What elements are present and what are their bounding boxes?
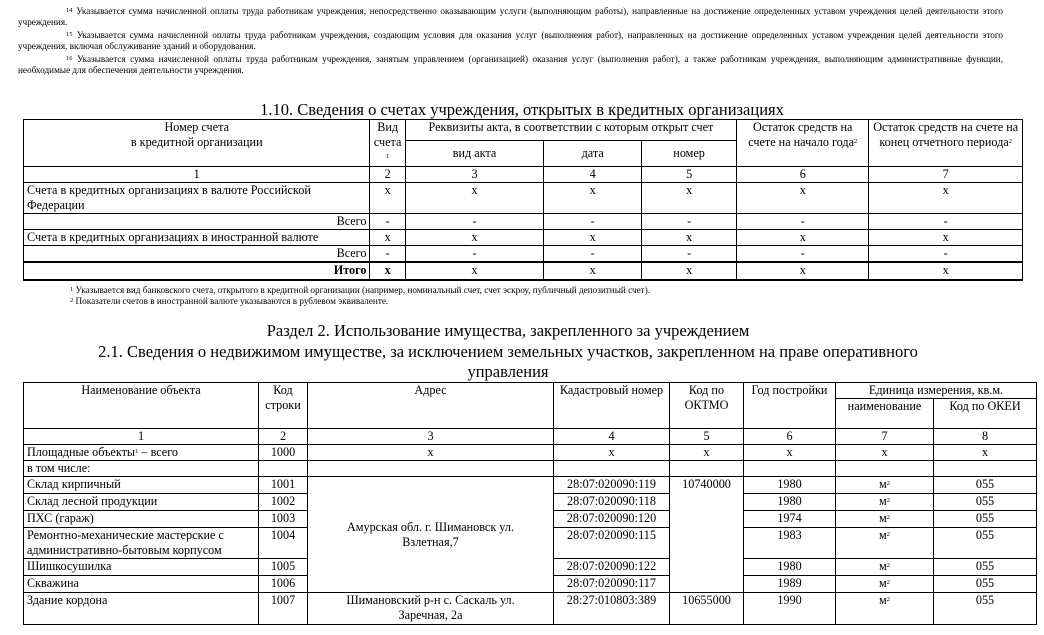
cadastral-number: 28:07:020090:122 — [554, 559, 670, 576]
column-numbers-row — [24, 429, 1037, 445]
okei-code: 055 — [934, 528, 1037, 559]
table-cell: x — [836, 445, 934, 461]
cadastral-number: 28:27:010803:389 — [554, 593, 670, 625]
table-footnote-2: $^2$ Показатели счетов в иностранной валюте указываются в рублевом эквиваленте. — [70, 296, 389, 306]
header-address: Адрес — [308, 383, 554, 429]
table-cell: x — [544, 230, 642, 246]
column-number: 1 — [24, 429, 259, 445]
table-cell: x — [670, 445, 744, 461]
header-act-details: Реквизиты акта, в соответствии с которым открыт счет — [405, 120, 736, 141]
table-cell: - — [370, 214, 405, 230]
header-oktmo: Код по ОКТМО — [670, 383, 744, 429]
accounts-table — [23, 119, 1023, 281]
okei-code: 055 — [934, 511, 1037, 528]
row-code: 1007 — [259, 593, 308, 625]
table-cell: x — [737, 183, 869, 214]
row-label: Всего — [24, 246, 370, 263]
column-number: 4 — [554, 429, 670, 445]
column-number: 8 — [934, 429, 1037, 445]
table-cell: - — [737, 246, 869, 263]
object-name: Скважина — [24, 576, 259, 593]
section-2-1-title: 2.1. Сведения о недвижимом имуществе, за исключением земельных участков, закрепленном на праве оперативного — [98, 342, 918, 361]
footnote-text: Указывается сумма начисленной оплаты труда работникам учреждения, занятым управлением (организацией) оказания услуг (выполнения работ), а также работникам учреждения, выполняющим административные функции, необходимые для обеспечения деятельности учреждения. — [18, 54, 1003, 75]
oktmo-cell: 10655000 — [670, 593, 744, 625]
table-row — [24, 214, 1023, 230]
table-cell: - — [642, 246, 737, 263]
address-cell: Амурская обл. г. Шимановск ул. Взлетная,7 — [308, 477, 554, 593]
header-year: Год постройки — [744, 383, 836, 429]
table-cell: x — [869, 183, 1023, 214]
column-numbers-row — [24, 167, 1023, 183]
unit-name: $м^2$ — [836, 559, 934, 576]
object-name: Склад лесной продукции — [24, 494, 259, 511]
header-unit-okei: Код по ОКЕИ — [934, 399, 1037, 429]
unit-name: $м^2$ — [836, 494, 934, 511]
unit-name: $м^2$ — [836, 528, 934, 559]
year-built: 1989 — [744, 576, 836, 593]
row-code: 1000 — [259, 445, 308, 461]
row-label: Итого — [24, 262, 370, 280]
table-cell: x — [642, 230, 737, 246]
okei-code: 055 — [934, 494, 1037, 511]
footnote-number: 16 — [66, 55, 73, 62]
column-number: 2 — [370, 167, 405, 183]
header-unit-name: наименование — [836, 399, 934, 429]
table-cell: x — [370, 230, 405, 246]
unit-name: $м^2$ — [836, 511, 934, 528]
table-row-including — [24, 461, 1037, 477]
column-number: 5 — [670, 429, 744, 445]
year-built: 1980 — [744, 494, 836, 511]
address-cell: Шимановский р-н с. Саскаль ул. Заречная, 2а — [308, 593, 554, 625]
cadastral-number: 28:07:020090:118 — [554, 494, 670, 511]
year-built: 1980 — [744, 477, 836, 494]
section-2-1-title-cont: управления — [467, 362, 549, 381]
column-number: 4 — [544, 167, 642, 183]
column-number: 1 — [24, 167, 370, 183]
column-number: 7 — [869, 167, 1023, 183]
row-label: Счета в кредитных организациях в валюте Российской Федерации — [24, 183, 370, 214]
header-act-date: дата — [544, 141, 642, 167]
table-row — [24, 593, 1037, 625]
table-cell: x — [554, 445, 670, 461]
table-cell: - — [869, 246, 1023, 263]
section-2-title: Раздел 2. Использование имущества, закрепленного за учреждением — [266, 321, 750, 340]
table-row-total — [24, 262, 1023, 280]
okei-code: 055 — [934, 559, 1037, 576]
row-label: Счета в кредитных организациях в иностранной валюте — [24, 230, 370, 246]
table-cell: x — [869, 230, 1023, 246]
cadastral-number: 28:07:020090:117 — [554, 576, 670, 593]
okei-code: 055 — [934, 593, 1037, 625]
row-label: Всего — [24, 214, 370, 230]
object-name: Шишкосушилка — [24, 559, 259, 576]
table-cell: x — [737, 262, 869, 280]
footnote-16 — [18, 54, 1003, 76]
footnote-text: Указывается сумма начисленной оплаты труда работникам учреждения, непосредственно оказывающим услуги (выполняющим работы), направленные на достижение определенных уставом учреждения целей деятельности этого учреждения. — [18, 6, 1003, 27]
header-account-type: Вид счета $^1$ — [370, 120, 405, 167]
table-cell: - — [544, 246, 642, 263]
row-code: 1001 — [259, 477, 308, 494]
header-act-type: вид акта — [405, 141, 543, 167]
table-cell: - — [405, 246, 543, 263]
cadastral-number: 28:07:020090:115 — [554, 528, 670, 559]
column-number: 5 — [642, 167, 737, 183]
table-cell: x — [642, 183, 737, 214]
table-cell: x — [869, 262, 1023, 280]
row-code: 1005 — [259, 559, 308, 576]
table-row — [24, 183, 1023, 214]
table-cell: x — [544, 262, 642, 280]
table-cell: x — [405, 262, 543, 280]
table-cell: x — [370, 262, 405, 280]
oktmo-cell: 10740000 — [670, 477, 744, 593]
table-cell: x — [737, 230, 869, 246]
section-1-10-title: 1.10. Сведения о счетах учреждения, открытых в кредитных организациях — [260, 100, 784, 119]
table-cell: - — [544, 214, 642, 230]
table-row-total — [24, 445, 1037, 461]
table-cell: - — [869, 214, 1023, 230]
unit-name: $м^2$ — [836, 593, 934, 625]
row-label: Площадные объекты$^1$ – всего — [24, 445, 259, 461]
header-object-name: Наименование объекта — [24, 383, 259, 429]
cadastral-number: 28:07:020090:119 — [554, 477, 670, 494]
table-cell: x — [405, 230, 543, 246]
table-cell: x — [370, 183, 405, 214]
year-built: 1990 — [744, 593, 836, 625]
okei-code: 055 — [934, 576, 1037, 593]
column-number: 2 — [259, 429, 308, 445]
header-balance-start: Остаток средств на счете на начало года$^2$ — [737, 120, 869, 167]
real-estate-table — [23, 382, 1037, 625]
table-cell: x — [744, 445, 836, 461]
row-code: 1006 — [259, 576, 308, 593]
table-row — [24, 230, 1023, 246]
header-row-code: Код строки — [259, 383, 308, 429]
row-label: в том числе: — [24, 461, 259, 477]
table-row — [24, 246, 1023, 263]
column-number: 6 — [744, 429, 836, 445]
header-cadastral: Кадастровый номер — [554, 383, 670, 429]
object-name: Ремонтно-механические мастерские с административно-бытовым корпусом — [24, 528, 259, 559]
table-cell: x — [405, 183, 543, 214]
table-cell: - — [370, 246, 405, 263]
header-unit-group: Единица измерения, кв.м. — [836, 383, 1037, 399]
row-code: 1002 — [259, 494, 308, 511]
table-cell: x — [544, 183, 642, 214]
object-name: Здание кордона — [24, 593, 259, 625]
column-number: 7 — [836, 429, 934, 445]
footnote-15 — [18, 30, 1003, 52]
column-number: 3 — [308, 429, 554, 445]
year-built: 1974 — [744, 511, 836, 528]
table-cell: - — [642, 214, 737, 230]
table-row — [24, 477, 1037, 494]
header-account-number: Номер счета в кредитной организации — [24, 120, 370, 167]
cadastral-number: 28:07:020090:120 — [554, 511, 670, 528]
table-cell: - — [737, 214, 869, 230]
object-name: ПХС (гараж) — [24, 511, 259, 528]
header-act-number: номер — [642, 141, 737, 167]
unit-name: $м^2$ — [836, 477, 934, 494]
row-code: 1003 — [259, 511, 308, 528]
footnote-number: 15 — [66, 31, 73, 38]
footnote-14 — [18, 6, 1003, 28]
column-number: 3 — [405, 167, 543, 183]
object-name: Склад кирпичный — [24, 477, 259, 494]
unit-name: $м^2$ — [836, 576, 934, 593]
footnote-number: 14 — [66, 7, 73, 14]
okei-code: 055 — [934, 477, 1037, 494]
table-cell: x — [642, 262, 737, 280]
footnote-text: Указывается сумма начисленной оплаты труда работникам учреждения, создающим условия для оказания услуг (выполнения работ), направленных на достижение определенных уставом учреждения целей деятельности этого учреждения, включая обслуживание зданий и оборудования. — [18, 30, 1003, 51]
year-built: 1983 — [744, 528, 836, 559]
row-code: 1004 — [259, 528, 308, 559]
year-built: 1980 — [744, 559, 836, 576]
table-cell: x — [934, 445, 1037, 461]
table-footnote-1: $^1$ Указывается вид банковского счета, открытого в кредитной организации (например, номинальный счет, счет эскроу, публичный депозитный счет). — [70, 285, 651, 295]
table-cell: x — [308, 445, 554, 461]
table-cell: - — [405, 214, 543, 230]
header-balance-end: Остаток средств на счете на конец отчетного периода$^2$ — [869, 120, 1023, 167]
column-number: 6 — [737, 167, 869, 183]
